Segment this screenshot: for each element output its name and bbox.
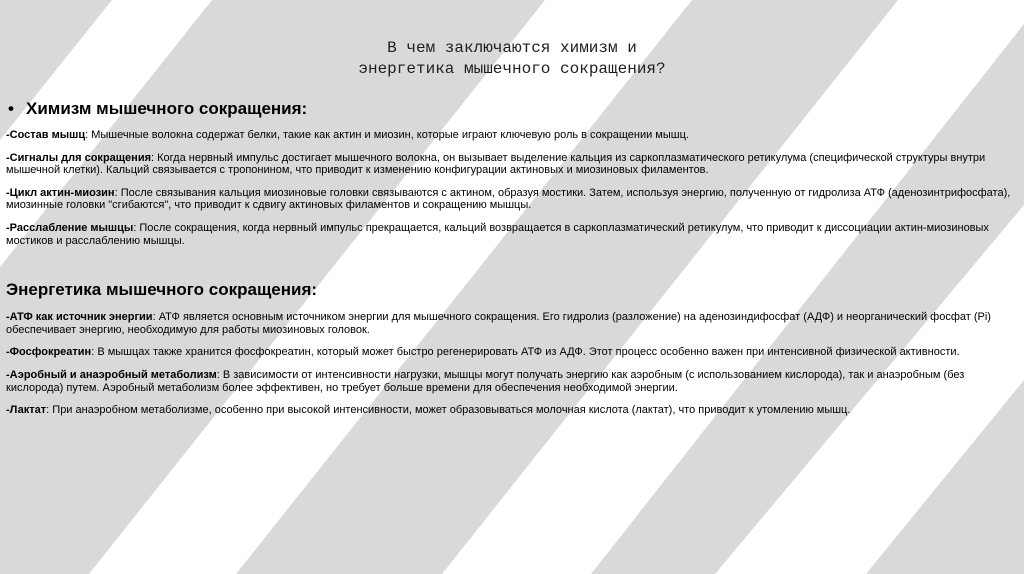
paragraph-muscle-relaxation xyxy=(6,222,1014,247)
paragraph-text: : Мышечные волокна содержат белки, такие как актин и миозин, которые играют ключевую роль в сокращении мышц. xyxy=(85,129,689,141)
term-label: -Аэробный и анаэробный метаболизм xyxy=(6,368,217,381)
term-label: -Фосфокреатин xyxy=(6,346,92,359)
section-heading-energetics xyxy=(6,279,1014,301)
paragraph-atp-energy-source xyxy=(6,311,1014,336)
term-label: -Лактат xyxy=(6,404,47,417)
paragraph-text: : Когда нервный импульс достигает мышечного волокна, он вызывает выделение кальция из саркоплазматического ретикулума (специфической структуры внутри мышечной клетки). Кальций связывается с тропонином, что приводит к изменению конфигурации актиновых и миозиновых филаментов. xyxy=(6,151,986,177)
term-label: -Сигналы для сокращения xyxy=(6,151,151,164)
slide-title xyxy=(0,38,1024,80)
section-heading-text: Энергетика мышечного сокращения: xyxy=(6,280,318,300)
paragraph-text: : В зависимости от интенсивности нагрузки, мышцы могут получать энергию как аэробным (с использованием кислорода), так и анаэробным (без кислорода) путем. Аэробный метаболизм более эффективен, но требует больше времени для обеспечения необходимой энергии. xyxy=(6,368,965,394)
term-label: -АТФ как источник энергии xyxy=(6,311,153,324)
term-label: -Состав мышц xyxy=(6,129,86,141)
paragraph-actin-myosin-cycle xyxy=(6,187,1014,212)
paragraph-text: : АТФ является основным источником энергии для мышечного сокращения. Его гидролиз (разложение) на аденозиндифосфат (АДФ) и неорганический фосфат (Pi) обеспечивает энергию, необходимую для работы миозиновых головок. xyxy=(6,311,991,336)
bullet-icon: • xyxy=(8,99,14,118)
term-label: -Расслабление мышцы xyxy=(6,221,134,234)
paragraph-text: : При анаэробном метаболизме, особенно при высокой интенсивности, может образовываться молочная кислота (лактат), что приводит к утомлению мышц. xyxy=(46,404,851,417)
slide-title-line-1: В чем заключаются химизм и xyxy=(387,39,637,57)
slide-content xyxy=(6,98,1014,417)
paragraph-text: : После сокращения, когда нервный импульс прекращается, кальций возвращается в саркоплазматический ретикулум, что приводит к диссоциации актин-миозиновых мостиков и расслаблению мышцы. xyxy=(6,221,989,247)
paragraph-lactate xyxy=(6,404,1014,417)
paragraph-contraction-signals xyxy=(6,152,1014,177)
paragraph-aerobic-anaerobic xyxy=(6,369,1014,394)
paragraph-text: : В мышцах также хранится фосфокреатин, который может быстро регенерировать АТФ из АДФ. Этот процесс особенно важен при интенсивной физической активности. xyxy=(91,346,960,359)
paragraph-phosphocreatine xyxy=(6,346,1014,359)
section-heading-text: Химизм мышечного сокращения: xyxy=(26,99,308,118)
paragraph-text: : После связывания кальция миозиновые головки связываются с актином, образуя мостики. Затем, используя энергию, полученную от гидролиза АТФ (аденозинтрифосфата), миозинные головки "сгибаются", что приводит к сдвигу актиновых филаментов и сокращению мышцы. xyxy=(6,186,1011,212)
slide-title-line-2: энергетика мышечного сокращения? xyxy=(358,60,666,78)
section-heading-chemistry xyxy=(8,98,1014,120)
paragraph-muscle-composition xyxy=(6,129,1014,142)
term-label: -Цикл актин-миозин xyxy=(6,186,115,199)
